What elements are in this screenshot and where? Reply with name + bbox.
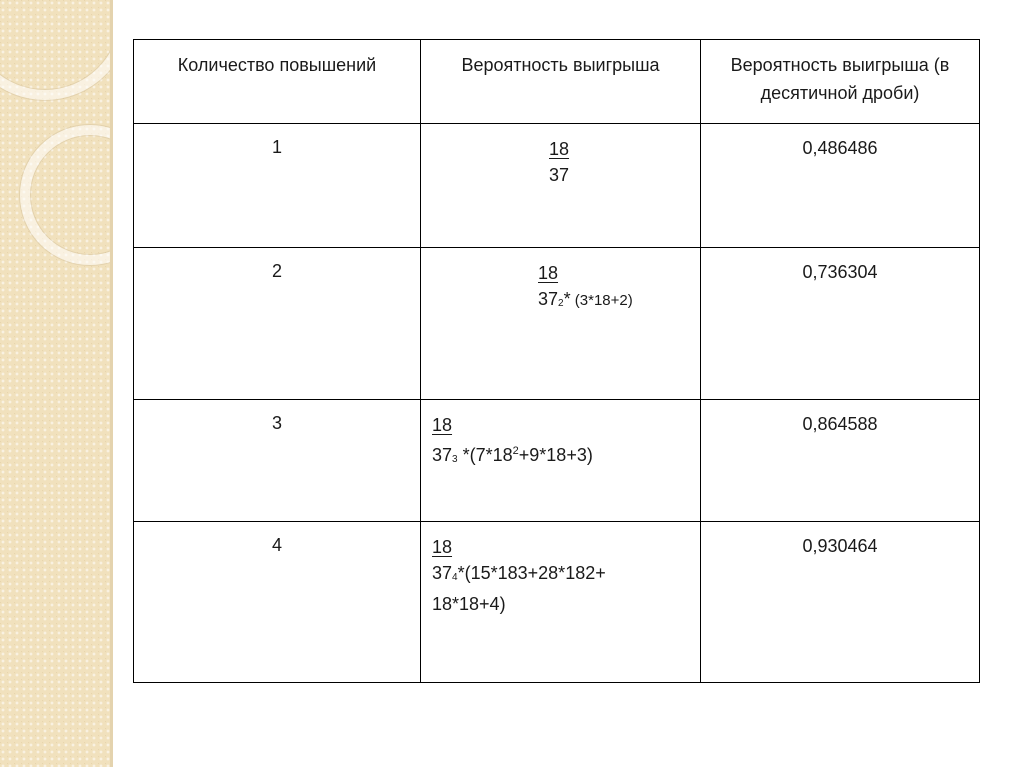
header-win-probability-decimal-label: Вероятность выигрыша (в десятичной дроби) [730,55,950,103]
table-row [134,522,980,683]
formula-expression-line1: *(15*183+28*182+ [457,563,606,583]
probability-formula [421,248,700,317]
formula-expression-part-b: +9*18+3) [518,445,593,465]
header-raises-count [134,40,421,124]
formula-denominator: 37 [538,289,559,309]
cell-probability [421,400,701,522]
formula-expression-part-a: *(7*18 [457,445,513,465]
probability-formula [421,522,700,617]
probability-table [133,39,980,683]
decorative-side-strip [0,0,112,767]
raises-count-value: 1 [271,137,282,157]
cell-decimal [701,522,980,683]
formula-denominator: 37 [549,165,570,185]
cell-count [134,522,421,683]
table-row [134,248,980,400]
cell-probability [421,124,701,248]
cell-decimal [701,400,980,522]
decorative-ring-middle [20,125,112,265]
cell-decimal [701,248,980,400]
formula-numerator: 18 [432,537,453,557]
cell-probability [421,248,701,400]
formula-denominator-line [432,438,700,473]
header-win-probability [421,40,701,124]
formula-denominator: 37 [432,563,453,583]
formula-numerator: 18 [549,139,570,159]
probability-formula [421,400,700,473]
formula-multiplier: * [563,289,571,309]
formula-exponent: 3 [452,454,458,465]
side-strip-edge [110,0,113,767]
decimal-value: 0,930464 [802,536,878,556]
cell-count [134,400,421,522]
formula-expression-line2: 18*18+4) [432,594,506,614]
formula-denominator-line [432,560,700,591]
formula-expression: (3*18+2) [570,292,633,309]
formula-numerator: 18 [538,263,559,283]
cell-probability [421,522,701,683]
formula-denominator-line [538,286,700,317]
formula-exponent: 2 [558,298,564,309]
formula-exponent: 4 [452,572,458,583]
header-win-probability-decimal [701,40,980,124]
decimal-value: 0,736304 [802,262,878,282]
decimal-value: 0,486486 [802,138,878,158]
formula-denominator: 37 [432,445,453,465]
header-raises-count-label: Количество повышений [177,55,377,75]
table-header-row [134,40,980,124]
table-row [134,124,980,248]
cell-count [134,248,421,400]
decorative-ring-top [0,0,112,100]
formula-expression-exponent: 2 [512,445,519,457]
formula-numerator: 18 [432,415,453,435]
table-row [134,400,980,522]
raises-count-value: 4 [271,535,282,555]
raises-count-value: 3 [271,413,282,433]
probability-formula [421,124,700,188]
header-win-probability-label: Вероятность выигрыша [461,55,660,75]
raises-count-value: 2 [271,261,282,281]
cell-count [134,124,421,248]
cell-decimal [701,124,980,248]
decimal-value: 0,864588 [802,414,878,434]
